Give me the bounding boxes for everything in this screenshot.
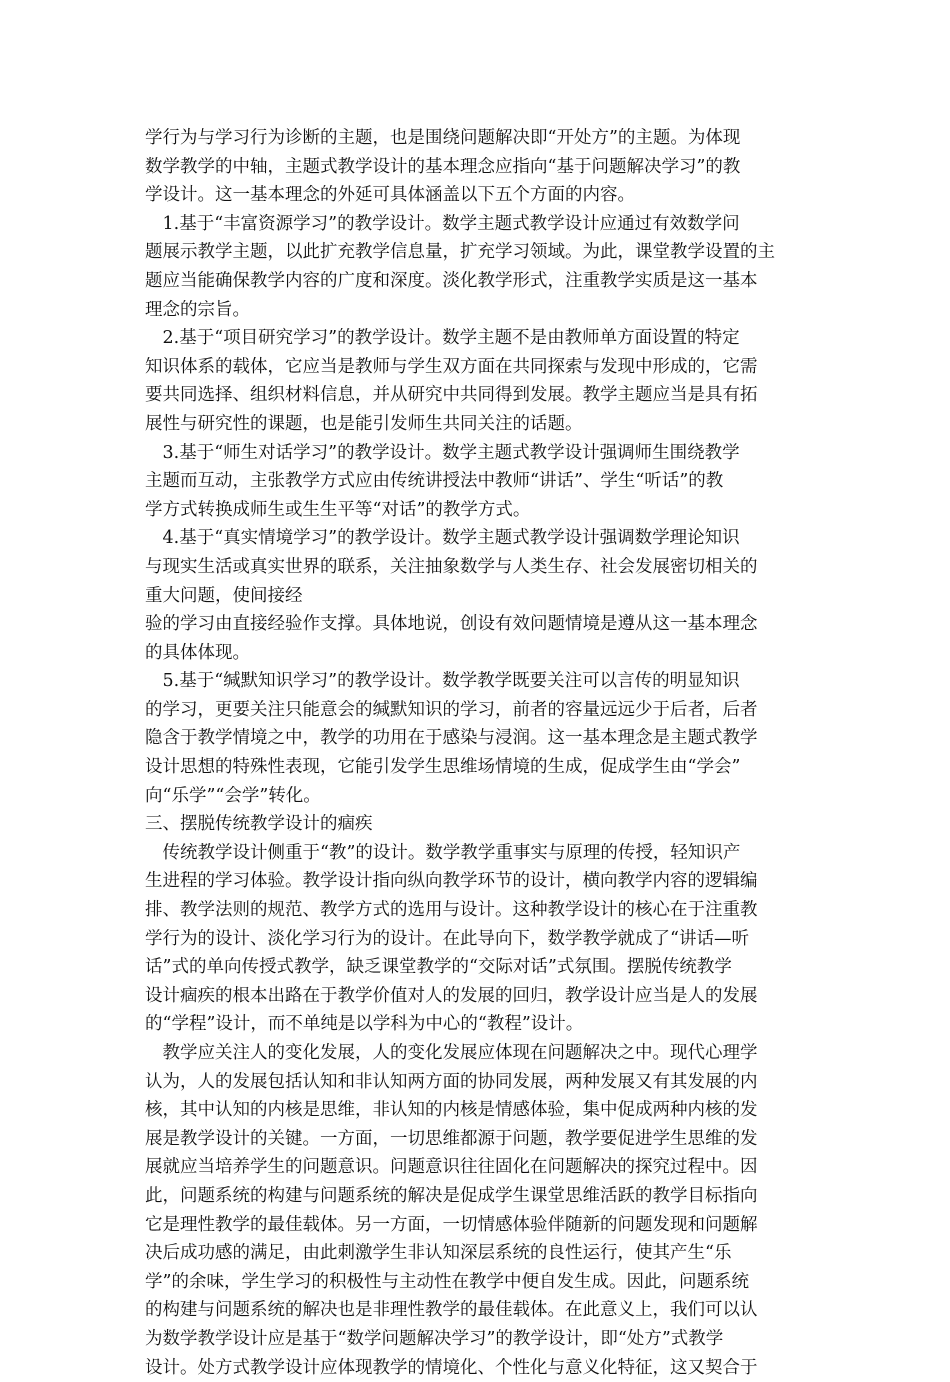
text-line: 话”式的单向传授式教学，缺乏课堂教学的“交际对话”式氛围。摆脱传统教学 — [145, 957, 732, 978]
text-line: 4.基于“真实情境学习”的教学设计。数学主题式教学设计强调数学理论知识 — [145, 528, 740, 549]
text-line: 学设计。这一基本理念的外延可具体涵盖以下五个方面的内容。 — [145, 185, 635, 206]
text-line: 认为，人的发展包括认知和非认知两方面的协同发展，两种发展又有其发展的内 — [145, 1071, 758, 1092]
text-line: 3.基于“师生对话学习”的教学设计。数学主题式教学设计强调师生围绕教学 — [145, 442, 740, 463]
text-line: 学行为与学习行为诊断的主题，也是围绕问题解决即“开处方”的主题。为体现 — [145, 128, 741, 148]
text-line: 展性与研究性的课题，也是能引发师生共同关注的话题。 — [145, 413, 583, 434]
text-line: 排、教学法则的规范、教学方式的选用与设计。这种教学设计的核心在于注重教 — [145, 900, 758, 921]
text-line: 重大问题，使间接经 — [145, 585, 303, 606]
text-line: 传统教学设计侧重于“教”的设计。数学教学重事实与原理的传授，轻知识产 — [145, 842, 741, 863]
text-line: 5.基于“缄默知识学习”的教学设计。数学教学既要关注可以言传的明显知识 — [145, 671, 740, 692]
text-line: 的构建与问题系统的解决也是非理性教学的最佳载体。在此意义上，我们可以认 — [145, 1300, 758, 1321]
text-line: 设计。处方式教学设计应体现教学的情境化、个性化与意义化特征，这又契合于 — [145, 1357, 758, 1378]
text-line: 生进程的学习体验。教学设计指向纵向教学环节的设计，横向教学内容的逻辑编 — [145, 871, 758, 892]
text-line: 学行为的设计、淡化学习行为的设计。在此导向下，数学教学就成了“讲话—听 — [145, 928, 749, 949]
text-line: 题展示教学主题，以此扩充教学信息量，扩充学习领域。为此，课堂教学设置的主 — [145, 242, 775, 263]
text-line: 教学应关注人的变化发展，人的变化发展应体现在问题解决之中。现代心理学 — [145, 1043, 758, 1063]
text-line: 为数学教学设计应是基于“数学问题解决学习”的教学设计，即“处方”式教学 — [145, 1328, 724, 1349]
text-line: 数学教学的中轴，主题式教学设计的基本理念应指向“基于问题解决学习”的教 — [145, 156, 741, 177]
text-line: 的学习，更要关注只能意会的缄默知识的学习，前者的容量远远少于后者，后者 — [145, 699, 758, 720]
text-line: 2.基于“项目研究学习”的教学设计。数学主题不是由教师单方面设置的特定 — [145, 328, 740, 349]
text-line: 与现实生活或真实世界的联系，关注抽象数学与人类生存、社会发展密切相关的 — [145, 556, 758, 577]
text-line: 展就应当培养学生的问题意识。问题意识往往固化在问题解决的探究过程中。因 — [145, 1157, 758, 1178]
text-line: 验的学习由直接经验作支撑。具体地说，创设有效问题情境是遵从这一基本理念 — [145, 614, 758, 635]
text-line: 决后成功感的满足，由此刺激学生非认知深层系统的良性运行，使其产生“乐 — [145, 1243, 732, 1264]
text-line: 1.基于“丰富资源学习”的教学设计。数学主题式教学设计应通过有效数学问 — [145, 213, 740, 234]
text-line: 设计思想的特殊性表现，它能引发学生思维场情境的生成，促成学生由“学会” — [145, 757, 741, 778]
text-line: 学方式转换成师生或生生平等“对话”的教学方式。 — [145, 499, 531, 520]
text-line: 学”的余味，学生学习的积极性与主动性在教学中便自发生成。因此，问题系统 — [145, 1271, 749, 1292]
text-line: 核，其中认知的内核是思维，非认知的内核是情感体验，集中促成两种内核的发 — [145, 1100, 758, 1121]
text-line: 设计痼疾的根本出路在于教学价值对人的发展的回归，教学设计应当是人的发展 — [145, 985, 758, 1006]
text-line: 向“乐学”“会学”转化。 — [145, 785, 321, 806]
text-line: 题应当能确保教学内容的广度和深度。淡化教学形式，注重教学实质是这一基本 — [145, 270, 758, 291]
text-line: 隐含于教学情境之中，教学的功用在于感染与浸润。这一基本理念是主题式教学 — [145, 728, 758, 749]
text-line: 知识体系的载体，它应当是教师与学生双方面在共同探索与发现中形成的，它需 — [145, 356, 758, 377]
text-line: 理念的宗旨。 — [145, 299, 250, 320]
text-line: 展是教学设计的关键。一方面，一切思维都源于问题，教学要促进学生思维的发 — [145, 1128, 758, 1149]
text-line: 要共同选择、组织材料信息，并从研究中共同得到发展。教学主题应当是具有拓 — [145, 385, 758, 406]
text-line: 主题而互动，主张教学方式应由传统讲授法中教师“讲话”、学生“听话”的教 — [145, 471, 724, 492]
document-body — [145, 124, 807, 1382]
text-line: 的“学程”设计，而不单纯是以学科为中心的“教程”设计。 — [145, 1014, 584, 1035]
text-line: 此，问题系统的构建与问题系统的解决是促成学生课堂思维活跃的教学目标指向 — [145, 1185, 758, 1206]
text-line: 三、摆脱传统教学设计的痼疾 — [145, 814, 373, 835]
text-line: 它是理性教学的最佳载体。另一方面，一切情感体验伴随新的问题发现和问题解 — [145, 1214, 758, 1235]
text-line: 的具体体现。 — [145, 642, 250, 663]
